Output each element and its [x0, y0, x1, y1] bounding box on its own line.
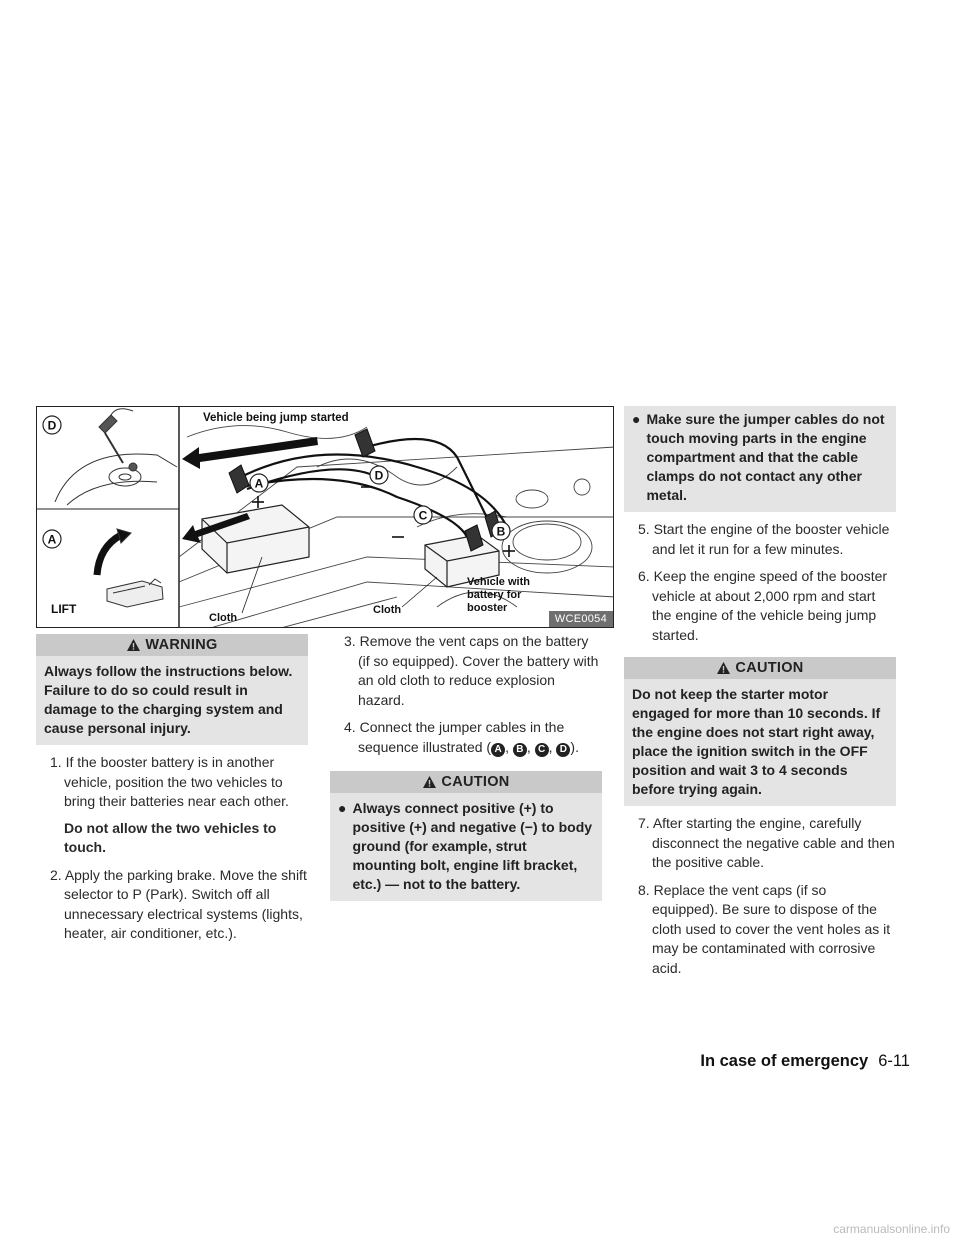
step-1: 1. If the booster battery is in another vehicle, position the two vehicles to bring their batteries near each other. Do not allow the two vehicles to touch.	[36, 753, 308, 858]
jump-start-illustration	[36, 406, 614, 628]
step-2: 2. Apply the parking brake. Move the shift selector to P (Park). Switch off all unnecessary electrical systems (lights, heater, air conditioner, etc.).	[50, 866, 307, 941]
steps-list-1	[36, 753, 308, 944]
cloth-label-2: Cloth	[373, 604, 402, 616]
steps-list-3	[624, 520, 896, 645]
caution-body-1	[330, 793, 602, 901]
booster-label-line1: Vehicle with	[467, 576, 530, 588]
seq-a-badge: A	[491, 743, 505, 757]
lift-label: LIFT	[51, 602, 77, 616]
engine-bay-drawing	[37, 407, 614, 628]
dead-battery-drawing	[202, 505, 309, 573]
caution-icon	[716, 660, 731, 682]
booster-label-line2: battery for	[467, 589, 522, 601]
step-1-note: Do not allow the two vehicles to touch.	[64, 819, 277, 855]
caution-icon	[422, 774, 437, 796]
inset-d-label: D	[47, 418, 57, 433]
watermark: carmanualsonline.info	[833, 1222, 950, 1236]
seq-c-badge: C	[535, 743, 549, 757]
inset-ground-point-drawing	[55, 409, 177, 505]
warning-icon	[126, 637, 141, 659]
warning-title: WARNING	[145, 637, 218, 653]
seq-b-badge: B	[513, 743, 527, 757]
column-1	[36, 634, 308, 952]
inset-a-label: A	[47, 532, 57, 547]
vehicle-jump-label: Vehicle being jump started	[203, 412, 349, 424]
caution-body-1-cont	[624, 406, 896, 512]
page-number: 6-11	[878, 1052, 910, 1070]
steps-list-2	[330, 632, 602, 757]
step-5: 5. Start the engine of the booster vehicle and let it run for a few minutes.	[638, 521, 890, 557]
warning-body: Always follow the instructions below. Failure to do so could result in damage to the charging system and cause personal injury.	[36, 656, 308, 745]
column-3	[624, 406, 896, 986]
step-3: 3. Remove the vent caps on the battery (if so equipped). Cover the battery with an old cloth to reduce explosion hazard.	[344, 633, 599, 708]
inset-battery-cover-drawing	[97, 529, 163, 607]
figure-code: WCE0054	[549, 611, 613, 627]
step-8: 8. Replace the vent caps (if so equipped). Be sure to dispose of the cloth used to cover the vent holes as it may be contaminated with corrosive acid.	[638, 881, 891, 976]
callout-d-label: D	[374, 468, 384, 483]
caution-bullet-2: Make sure the jumper cables do not touch moving parts in the engine compartment and that the cable clamps do not contact any other metal.	[646, 411, 885, 503]
bullet-icon: ●	[338, 800, 347, 816]
caution-body-2: Do not keep the starter motor engaged for more than 10 seconds. If the engine does not start right away, place the ignition switch in the OFF position and wait 3 to 4 seconds before trying again.	[624, 679, 896, 806]
arrow-to-vehicle-drawing	[182, 437, 318, 469]
caution-title-2: CAUTION	[735, 660, 804, 676]
warning-header	[36, 634, 308, 656]
seq-d-badge: D	[556, 743, 570, 757]
step-7: 7. After starting the engine, carefully disconnect the negative cable and then the positive cable.	[638, 815, 895, 870]
callout-a-label: A	[254, 476, 264, 491]
cloth-label-1: Cloth	[209, 612, 238, 624]
page-footer	[700, 1052, 910, 1071]
step-4: 4. Connect the jumper cables in the sequence illustrated ( A , B , C , D ).	[344, 719, 579, 755]
callout-c-label: C	[418, 508, 428, 523]
caution-header-2	[624, 657, 896, 679]
step-6: 6. Keep the engine speed of the booster vehicle at about 2,000 rpm and start the engine of the vehicle being jump started.	[638, 568, 888, 643]
bullet-icon: ●	[632, 411, 641, 427]
caution-title-1: CAUTION	[441, 774, 510, 790]
callout-b-label: B	[496, 524, 506, 539]
booster-label-line3: booster	[467, 602, 508, 614]
caution-bullet-1: Always connect positive (+) to positive (+) and negative (−) to body ground (for example, strut mounting bolt, engine lift bracket, etc.) — not to the battery.	[352, 800, 593, 892]
steps-list-4	[624, 814, 896, 978]
section-title: In case of emergency	[700, 1052, 869, 1070]
column-2	[330, 634, 602, 901]
caution-header-1	[330, 771, 602, 793]
